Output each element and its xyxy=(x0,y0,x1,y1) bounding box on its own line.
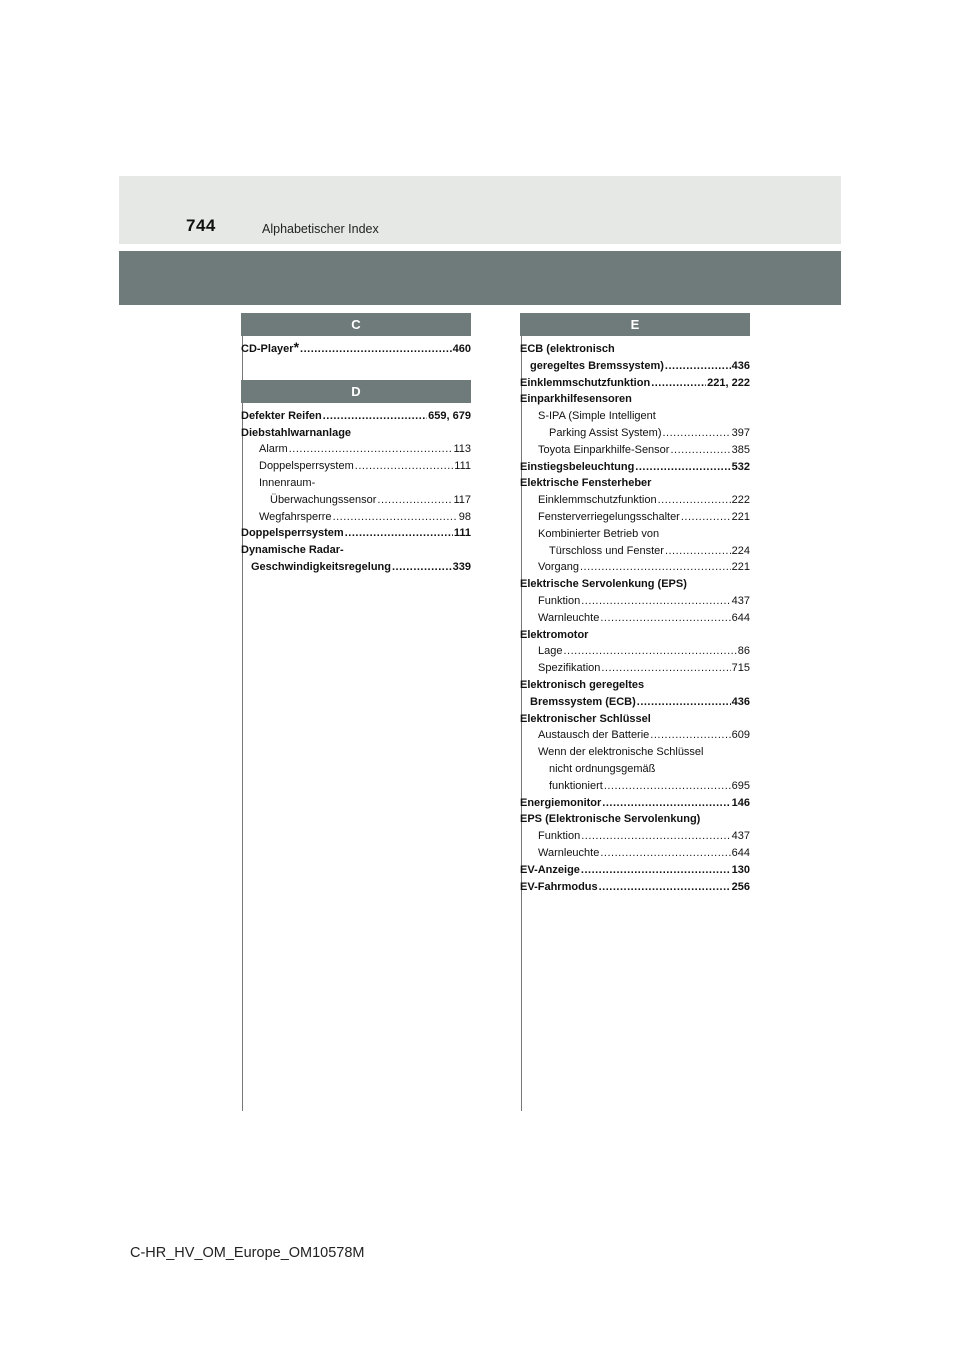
index-term: Austausch der Batterie xyxy=(538,729,650,742)
index-entry-line xyxy=(520,375,750,392)
index-term: Bremssystem (ECB) xyxy=(530,695,636,708)
page-reference[interactable]: 644 xyxy=(731,611,750,624)
index-entry-line: Elektronisch geregeltes xyxy=(520,678,645,691)
leader-dots xyxy=(637,694,731,711)
index-term: Wegfahrsperre xyxy=(259,510,332,523)
leader-dots xyxy=(651,375,706,392)
page-reference[interactable]: 221, 222 xyxy=(707,376,750,389)
index-term: Einstiegsbeleuchtung xyxy=(520,460,635,473)
index-entry-line xyxy=(241,559,471,576)
index-entry xyxy=(241,441,471,458)
index-term: Alarm xyxy=(259,443,288,456)
index-entry-line xyxy=(520,593,750,610)
leader-dots xyxy=(599,879,731,896)
index-entry xyxy=(520,593,750,610)
leader-dots xyxy=(345,525,453,542)
leader-dots xyxy=(580,559,731,576)
index-letter-heading: D xyxy=(241,380,471,403)
index-entry-line: EPS (Elektronische Servolenkung) xyxy=(520,813,701,826)
index-entry xyxy=(520,879,750,896)
page-reference[interactable]: 224 xyxy=(731,544,750,557)
index-entry-line: Innenraum- xyxy=(259,476,316,489)
index-entry xyxy=(520,391,750,408)
index-entry xyxy=(520,795,750,812)
index-entry xyxy=(520,845,750,862)
leader-dots xyxy=(581,593,730,610)
index-entry-line xyxy=(241,441,471,458)
document-code: C-HR_HV_OM_Europe_OM10578M xyxy=(130,1245,365,1261)
index-entry xyxy=(520,341,750,375)
index-term: Doppelsperrsystem xyxy=(259,460,354,473)
page-reference[interactable]: 117 xyxy=(453,493,471,506)
index-entry xyxy=(520,509,750,526)
index-entry xyxy=(520,559,750,576)
leader-dots xyxy=(681,509,731,526)
index-entry-line: ECB (elektronisch xyxy=(520,343,615,355)
index-term: Einklemmschutzfunktion xyxy=(520,376,651,389)
leader-dots xyxy=(581,828,730,845)
index-entry-line xyxy=(520,727,750,744)
index-entry-line xyxy=(520,694,750,711)
index-entry-line xyxy=(520,559,750,576)
index-entry-line xyxy=(520,509,750,526)
leader-dots xyxy=(662,425,730,442)
leader-dots xyxy=(665,358,731,375)
page-number: 744 xyxy=(186,216,216,235)
page-reference[interactable]: 436 xyxy=(731,359,750,372)
index-entry xyxy=(520,475,750,492)
leader-dots xyxy=(323,408,427,425)
index-entry-line: Wenn der elektronische Schlüssel xyxy=(538,746,704,759)
index-entry-line: Einparkhilfesensoren xyxy=(520,393,632,406)
index-term: Einklemmschutzfunktion xyxy=(538,494,657,507)
index-entry-line xyxy=(520,643,750,660)
index-entry-line xyxy=(241,525,471,542)
leader-dots xyxy=(665,543,731,560)
leader-dots xyxy=(600,845,730,862)
index-entry-line xyxy=(520,358,750,375)
index-entry xyxy=(241,458,471,475)
index-entry xyxy=(520,828,750,845)
index-column-left xyxy=(241,313,471,576)
leader-dots xyxy=(300,341,452,358)
index-term: Defekter Reifen xyxy=(241,409,322,422)
leader-dots xyxy=(658,492,731,509)
index-entry-line xyxy=(241,408,471,425)
page-reference[interactable]: 339 xyxy=(452,560,471,573)
index-term: Energiemonitor xyxy=(520,796,602,809)
header-band xyxy=(119,251,841,305)
group-spacer xyxy=(241,358,471,380)
index-entry-line: nicht ordnungsgemäß xyxy=(549,762,656,775)
index-entry-line xyxy=(520,828,750,845)
leader-dots xyxy=(635,459,730,476)
index-entry xyxy=(241,408,471,425)
index-entry-line xyxy=(520,862,750,879)
leader-dots xyxy=(600,610,730,627)
leader-dots xyxy=(563,643,736,660)
leader-dots xyxy=(650,727,730,744)
index-entry-line: Dynamische Radar- xyxy=(241,544,344,557)
section-title: Alphabetischer Index xyxy=(262,222,379,236)
index-term: EV-Anzeige xyxy=(520,863,580,876)
leader-dots xyxy=(333,509,458,526)
index-entry-line: S-IPA (Simple Intelligent xyxy=(538,410,656,423)
index-term: Geschwindigkeitsregelung xyxy=(251,560,391,573)
page-reference[interactable]: 397 xyxy=(731,426,750,439)
index-term: Lage xyxy=(538,645,563,658)
index-entry-line xyxy=(520,442,750,459)
leader-dots xyxy=(289,441,453,458)
page-reference[interactable]: 436 xyxy=(731,695,750,708)
index-entry-line xyxy=(520,425,750,442)
page-reference[interactable]: 437 xyxy=(731,594,750,607)
index-term: Vorgang xyxy=(538,561,579,574)
leader-dots xyxy=(355,458,454,475)
index-entry-line: Elektromotor xyxy=(520,628,589,641)
index-entry xyxy=(520,492,750,509)
page-reference[interactable]: 113 xyxy=(453,443,471,456)
leader-dots xyxy=(581,862,731,879)
index-entry xyxy=(241,341,471,358)
index-entry-line: Elektronischer Schlüssel xyxy=(520,712,651,725)
page-reference[interactable]: 256 xyxy=(731,880,750,893)
page-reference[interactable]: 532 xyxy=(731,460,750,473)
index-term: Spezifikation xyxy=(538,662,601,675)
page-reference[interactable]: 98 xyxy=(458,510,471,523)
index-term: EV-Fahrmodus xyxy=(520,880,598,893)
index-entry-list xyxy=(241,403,471,576)
index-term: Parking Assist System) xyxy=(549,426,662,439)
index-term: Warnleuchte xyxy=(538,846,600,859)
page-reference[interactable]: 644 xyxy=(731,846,750,859)
page-reference[interactable]: 659, 679 xyxy=(428,409,471,422)
index-term: Überwachungssensor xyxy=(270,493,377,506)
page-reference[interactable]: 460 xyxy=(452,343,471,355)
index-entry xyxy=(241,542,471,576)
index-entry xyxy=(520,610,750,627)
index-entry xyxy=(241,475,471,509)
page-reference[interactable]: 221 xyxy=(731,510,750,523)
index-entry-line xyxy=(520,610,750,627)
index-term: funktioniert xyxy=(549,779,603,792)
index-entry xyxy=(520,677,750,711)
index-column-right xyxy=(520,313,750,895)
index-entry xyxy=(520,744,750,794)
index-entry xyxy=(520,862,750,879)
index-entry xyxy=(241,425,471,442)
index-entry-line xyxy=(241,509,471,526)
index-entry-line xyxy=(520,778,750,795)
leader-dots xyxy=(601,660,730,677)
page-header xyxy=(119,176,841,244)
page-reference[interactable]: 146 xyxy=(731,796,750,809)
index-entry-line xyxy=(520,845,750,862)
index-entry-line: CD-Player * ..... 460 xyxy=(241,341,471,358)
index-term: Toyota Einparkhilfe-Sensor xyxy=(538,443,670,456)
index-entry xyxy=(520,727,750,744)
leader-dots xyxy=(377,492,452,509)
index-term: Funktion xyxy=(538,594,581,607)
index-entry xyxy=(520,442,750,459)
index-entry xyxy=(241,509,471,526)
page-reference[interactable]: 86 xyxy=(737,645,750,658)
index-entry xyxy=(520,408,750,442)
leader-dots xyxy=(602,795,730,812)
index-letter-heading: E xyxy=(520,313,750,336)
index-term: Warnleuchte xyxy=(538,611,600,624)
page-reference[interactable]: 609 xyxy=(731,729,750,742)
index-entry-list xyxy=(520,336,750,895)
index-entry-line xyxy=(520,543,750,560)
leader-dots xyxy=(392,559,452,576)
index-entry-line xyxy=(520,795,750,812)
index-entry-line xyxy=(520,492,750,509)
index-entry-line xyxy=(241,492,471,509)
page-reference[interactable]: 385 xyxy=(731,443,750,456)
index-entry xyxy=(520,576,750,593)
index-term: Türschloss und Fenster xyxy=(549,544,664,557)
page-reference[interactable]: 130 xyxy=(731,863,750,876)
index-entry-line xyxy=(520,660,750,677)
index-entry-line: Diebstahlwarnanlage xyxy=(241,426,352,439)
index-entry-line xyxy=(520,459,750,476)
index-entry xyxy=(241,525,471,542)
page-reference[interactable]: 695 xyxy=(731,779,750,792)
index-entry xyxy=(520,627,750,644)
index-term: geregeltes Bremssystem) xyxy=(530,359,664,372)
index-entry xyxy=(520,526,750,560)
index-entry xyxy=(520,660,750,677)
index-entry xyxy=(520,375,750,392)
index-term: CD-Player xyxy=(241,343,294,355)
index-entry xyxy=(520,711,750,728)
index-letter-heading: C xyxy=(241,313,471,336)
page-reference[interactable]: 111 xyxy=(453,527,471,540)
index-entry xyxy=(520,643,750,660)
leader-dots xyxy=(604,778,731,795)
leader-dots xyxy=(670,442,730,459)
index-entry xyxy=(520,459,750,476)
index-entry xyxy=(520,811,750,828)
index-entry-line: Elektrische Servolenkung (EPS) xyxy=(520,578,687,591)
index-term: Doppelsperrsystem xyxy=(241,527,344,540)
index-entry-list xyxy=(241,336,471,358)
page-reference[interactable]: 221 xyxy=(731,561,750,574)
index-term: Fensterverriegelungsschalter xyxy=(538,510,680,523)
page-reference[interactable]: 715 xyxy=(731,662,750,675)
index-entry-line xyxy=(241,458,471,475)
index-term: Funktion xyxy=(538,830,581,843)
index-entry-line: Elektrische Fensterheber xyxy=(520,477,652,490)
index-entry-line xyxy=(520,879,750,896)
page-reference[interactable]: 111 xyxy=(454,460,471,473)
page-reference[interactable]: 437 xyxy=(731,830,750,843)
index-entry-line: Kombinierter Betrieb von xyxy=(538,527,660,540)
page-reference[interactable]: 222 xyxy=(731,494,750,507)
